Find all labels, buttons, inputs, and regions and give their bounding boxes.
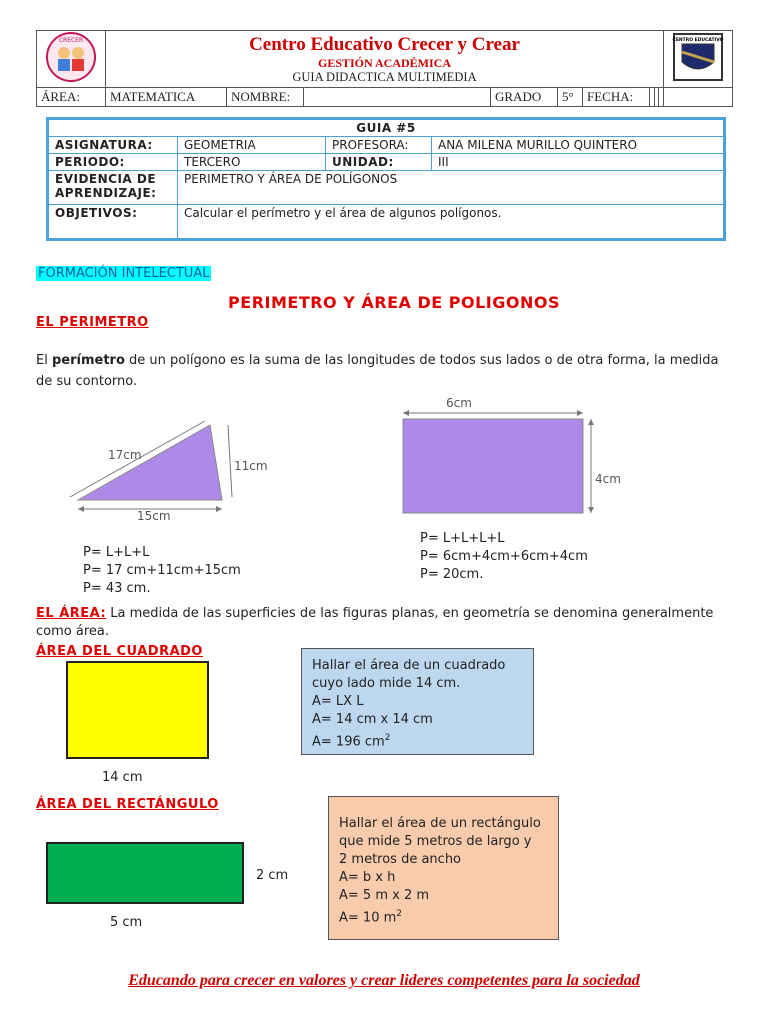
area-paragraph: EL ÁREA: La medida de las superficies de las figuras planas, en geometría se denomina generalmente como área. (36, 606, 714, 639)
name-field[interactable] (304, 88, 491, 107)
guide-info-table (46, 117, 726, 241)
objective-value: Calcular el perímetro y el área de algunos polígonos. (178, 205, 724, 239)
left-logo-cell (37, 31, 106, 88)
header-block (36, 30, 733, 106)
rectangle-width-label: 6cm (446, 396, 472, 410)
teacher-label: PROFESORA: (326, 137, 432, 154)
perimetro-paragraph: El perímetro de un polígono es la suma de las longitudes de todos sus lados o de otra forma, la medida de su contorno. (36, 353, 719, 389)
grade-label: GRADO (491, 88, 558, 107)
rectangle-figure (395, 405, 635, 520)
date-extra-field[interactable] (664, 88, 733, 107)
rectangle-shape (403, 419, 583, 513)
header-table (36, 30, 733, 107)
date-field[interactable] (650, 88, 664, 107)
triangle-side-b-label: 11cm (234, 459, 268, 473)
square-shape (66, 661, 209, 759)
school-name: Centro Educativo Crecer y Crear (249, 34, 520, 55)
area-value: MATEMATICA (106, 88, 227, 107)
footer-motto: Educando para crecer en valores y crear lideres competentes para la sociedad (128, 972, 640, 989)
rectangle-width-value: 5 cm (110, 915, 143, 930)
school-title-cell (106, 31, 664, 88)
right-logo-cell (664, 31, 733, 88)
triangle-arrow-b (228, 425, 232, 497)
school-logo-right-icon (672, 32, 724, 82)
evidence-value: PERIMETRO Y ÁREA DE POLÍGONOS (178, 171, 724, 205)
objective-label: OBJETIVOS: (49, 205, 178, 239)
main-title: PERIMETRO Y ÁREA DE POLIGONOS (228, 293, 560, 312)
grade-value: 5° (558, 88, 583, 107)
unit-value: III (432, 154, 724, 171)
square-side-label: 14 cm (102, 770, 143, 785)
triangle-side-a-label: 17cm (108, 448, 142, 462)
school-logo-left-icon (44, 31, 98, 83)
rectangle-height-value: 2 cm (256, 868, 289, 883)
rectangle-formula: P= L+L+L+L P= 6cm+4cm+6cm+4cm P= 20cm. (420, 531, 588, 582)
unit-label: UNIDAD: (326, 154, 432, 171)
formacion-highlight: FORMACIÓN INTELECTUAL (38, 266, 210, 281)
green-rectangle-shape (46, 842, 244, 904)
triangle-shape (78, 425, 222, 500)
perimetro-heading: EL PERIMETRO (36, 315, 149, 330)
area-label: ÁREA: (37, 88, 106, 107)
date-label: FECHA: (583, 88, 650, 107)
period-label: PERIODO: (49, 154, 178, 171)
subject-value: GEOMETRIA (178, 137, 326, 154)
triangle-formula: P= L+L+L P= 17 cm+11cm+15cm P= 43 cm. (83, 545, 241, 596)
area-heading: EL ÁREA: (36, 606, 107, 621)
rectangle-heading: ÁREA DEL RECTÁNGULO (36, 797, 219, 812)
subject-label: ASIGNATURA: (49, 137, 178, 154)
name-label: NOMBRE: (227, 88, 304, 107)
triangle-side-c-label: 15cm (137, 509, 171, 523)
svg-text:CENTRO EDUCATIVO: CENTRO EDUCATIVO (672, 38, 724, 43)
department-label: GESTIÓN ACADÉMICA (317, 56, 452, 70)
perimetro-bold: perímetro (51, 353, 125, 368)
square-heading: ÁREA DEL CUADRADO (36, 644, 203, 659)
rectangle-height-label: 4cm (595, 472, 621, 486)
guide-type-label: GUIA DIDACTICA MULTIMEDIA (292, 70, 477, 84)
square-example-box: Hallar el área de un cuadrado cuyo lado mide 14 cm. A= LX L A= 14 cm x 14 cm A= 196 $cm^2$ (301, 648, 534, 755)
rectangle-example-box: Hallar el área de un rectángulo que mide 5 metros de largo y 2 metros de ancho A= b x h A= 5 m x 2 m A= 10 $m^2$ (328, 796, 559, 940)
period-value: TERCERO (178, 154, 326, 171)
evidence-label: EVIDENCIA DE APRENDIZAJE: (49, 171, 178, 205)
svg-text:CRECER: CRECER (58, 37, 84, 44)
teacher-value: ANA MILENA MURILLO QUINTERO (432, 137, 724, 154)
guide-title: GUIA #5 (49, 120, 724, 137)
